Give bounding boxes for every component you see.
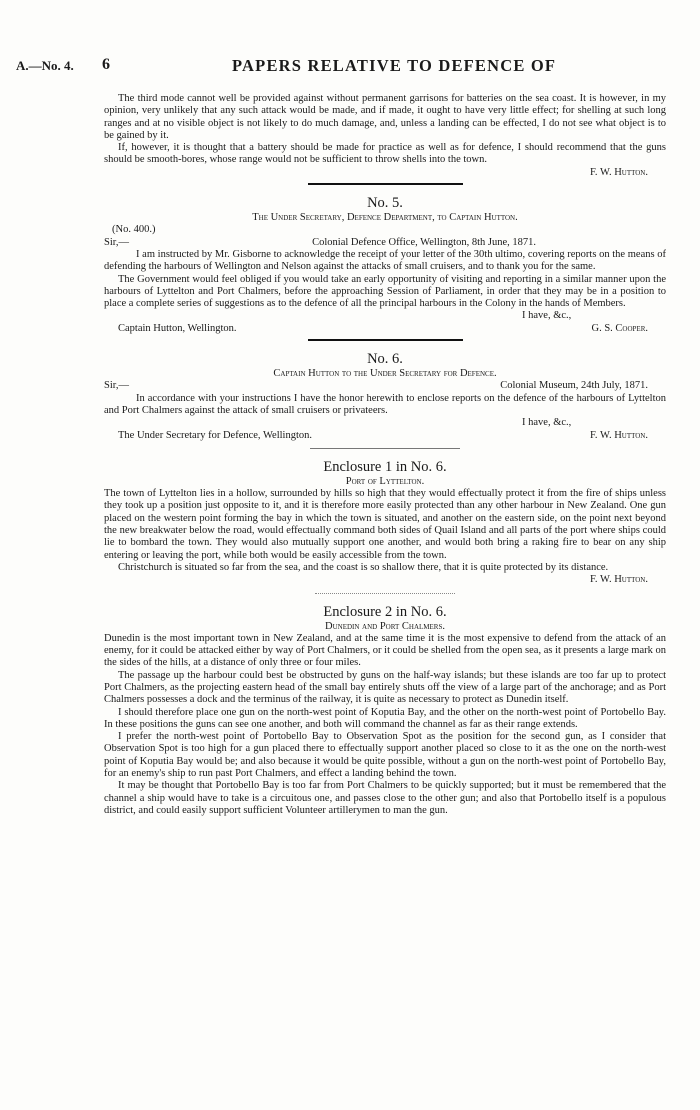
- enclosure-1-paragraph-1: The town of Lyttelton lies in a hollow, surrounded by hills so high that they would effectually protect it from the fire of ships unless they took up a position just opposite to it, and it is therefore more easily protected than any other harbour in New Zealand. One gun placed on the western point forming the bay in which the town is situated, and another on the eastern side, on the point next beyond the new breakwater below the road, would effectually command both sides of Quail Island and all parts of the port where ships could lie to bombard the town. They would also mutually support one another, and would both bring a raking fire to bear on any ship entering or leaving the port, while both would be easily accessible from the town.: [104, 488, 666, 561]
- page-header: [0, 58, 700, 78]
- letter-no5-paragraph-2: The Government would feel obliged if you would take an early opportunity of visiting and reporting in a similar manner upon the harbours of Lyttelton and Port Chalmers, before the approaching Session of Parliament, in order that they may be in a position to place a complete series of suggestions as to the defence of all the principal harbours in the Colony in the hands of Members.: [104, 273, 666, 310]
- page-body: [104, 93, 666, 817]
- intro-paragraph-2: If, however, it is thought that a battery should be made for practice as well as for defence, I should recommend that the guns should be smooth-bores, whose range would not be sufficient to throw shells into the town.: [104, 142, 666, 166]
- enclosure-2-subheading: Dunedin and Port Chalmers.: [325, 620, 445, 632]
- section-divider: [308, 183, 463, 185]
- letter-no6-salutation: Sir,—: [104, 380, 129, 392]
- letter-no5-paragraph-1: I am instructed by Mr. Gisborne to acknowledge the receipt of your letter of the 30th ultimo, covering reports on the means of defending the harbours of Wellington and Nelson against the attacks of small cruisers, and to thank you for the same.: [104, 248, 666, 273]
- enclosure-2-paragraph-3: I should therefore place one gun on the north-west point of Koputia Bay, and the other on the north-west point of Portobello Bay. In these positions the guns can see one another, and both will command the channel as far as their range extends.: [104, 706, 666, 730]
- letter-no5: [104, 195, 666, 341]
- letter-no6: [104, 351, 666, 449]
- document-reference: A.—No. 4.: [16, 58, 74, 73]
- section-divider: [308, 339, 463, 341]
- letter-no6-heading: No. 6.: [367, 351, 403, 368]
- enclosure-2-paragraph-2: The passage up the harbour could best be obstructed by guns on the half-way islands; but these islands are too far up to protect Port Chalmers, as the projecting eastern head of the small bay entirely shuts off the view of a large part of the anchorage; and as Port Chalmers possesses a dock and the terminus of the railway, it is quite as necessary to protect as Dunedin itself.: [104, 669, 666, 706]
- enclosure-1-paragraph-2: Christchurch is situated so far from the sea, and the coast is so shallow there, that it is quite protected by its distance.: [118, 561, 609, 573]
- letter-no6-paragraph-1: In accordance with your instructions I have the honor herewith to enclose reports on the defence of the harbours of Lyttelton and Port Chalmers against the attack of small cruisers or privateers.: [104, 392, 666, 416]
- letter-no6-closing: I have, &c.,: [522, 417, 572, 429]
- letter-no5-salutation-row: [104, 237, 666, 249]
- letter-no5-ref: (No. 400.): [112, 224, 156, 236]
- enclosure-2-heading: Enclosure 2 in No. 6.: [323, 603, 447, 620]
- running-title: PAPERS RELATIVE TO DEFENCE OF: [232, 56, 557, 75]
- letter-no6-from-to: Captain Hutton to the Under Secretary for Defence.: [273, 368, 497, 380]
- enclosure-1: [104, 459, 666, 594]
- section-divider: [310, 448, 460, 449]
- letter-no5-signature: G. S. Cooper.: [591, 322, 648, 334]
- enclosure-1-subheading: Port of Lyttelton.: [345, 475, 425, 487]
- intro-signature: F. W. Hutton.: [589, 166, 648, 178]
- enclosure-2-paragraph-1: Dunedin is the most important town in New Zealand, and at the same time it is the most expensive to defend from the attack of an enemy, for it could be attacked either by way of Port Chalmers, or it could be shelled from the open sea, as it presents a large mark on the sides of the hills, at a distance of only three or four miles.: [104, 632, 666, 669]
- enclosure-2: [104, 604, 666, 818]
- enclosure-2-paragraph-4: I prefer the north-west point of Portobello Bay to Observation Spot as the position for the second gun, as I consider that Observation Spot is too high for a gun placed there to effectually support another placed so close to it as the one on the north-west point of Koputia Bay would be; and also because it would be quite possible, without a gun on the north-west point of Portobello Bay, for an enemy's ship to run past Port Chalmers, and effect a landing behind the town.: [104, 731, 666, 780]
- section-divider: [315, 593, 455, 594]
- letter-no6-addressee: The Under Secretary for Defence, Wellington.: [118, 429, 313, 441]
- letter-no5-closing: I have, &c.,: [522, 310, 572, 322]
- letter-no5-from-to: The Under Secretary, Defence Department, to Captain Hutton.: [252, 212, 518, 224]
- enclosure-1-heading: Enclosure 1 in No. 6.: [323, 458, 447, 475]
- letter-no5-place-date: Colonial Defence Office, Wellington, 8th June, 1871.: [312, 236, 536, 248]
- letter-no5-salutation: Sir,—: [104, 236, 129, 248]
- intro-paragraph-1: The third mode cannot well be provided against without permanent garrisons for batteries on the sea coast. It is however, in my opinion, very unlikely that any such attack would be made, and if made, it ought to have very little effect; for shelling at such long ranges and at no visible object is not likely to do much damage, and, unless a landing can be effected, I do not see what object is to be gained by it.: [104, 93, 666, 141]
- letter-no5-heading: No. 5.: [367, 195, 403, 212]
- enclosure-2-paragraph-5: It may be thought that Portobello Bay is too far from Port Chalmers to be quickly supported; but it must be remembered that the channel a ship would have to take is a circuitous one, and passes close to the other gun; and also that Portobello itself is a populous district, and could easily support sufficient Volunteer artillerymen to man the gun.: [104, 780, 666, 816]
- letter-no6-place-date: Colonial Museum, 24th July, 1871.: [500, 380, 648, 392]
- page-number: 6: [102, 56, 110, 73]
- intro-section: [104, 93, 666, 185]
- letter-no6-signature: F. W. Hutton.: [589, 429, 648, 441]
- letter-no5-addressee: Captain Hutton, Wellington.: [118, 322, 237, 334]
- letter-no5-signoff: [104, 323, 666, 335]
- letter-no6-salutation-row: [104, 380, 666, 392]
- letter-no6-signoff: [104, 430, 666, 442]
- enclosure-1-signature: F. W. Hutton.: [589, 574, 648, 586]
